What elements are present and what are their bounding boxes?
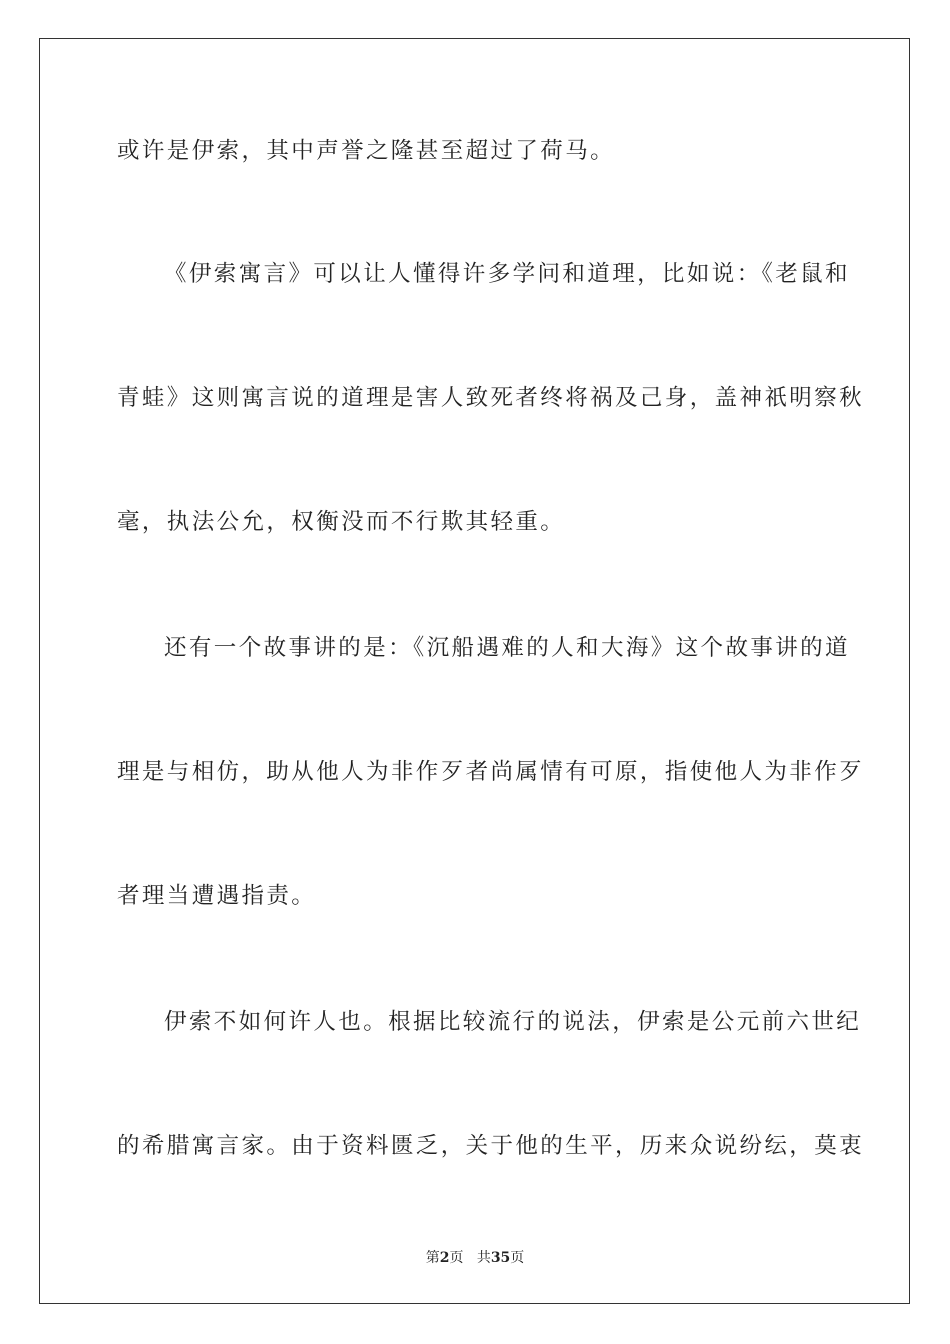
page-footer (0, 1247, 950, 1267)
paragraph-line-3: 青蛙》这则寓言说的道理是害人致死者终将祸及己身，盖神祇明察秋 (117, 385, 865, 411)
paragraph-line-9: 的希腊寓言家。由于资料匮乏，关于他的生平，历来众说纷纭，莫衷 (117, 1133, 865, 1159)
footer-total-suffix: 页 (510, 1250, 525, 1266)
footer-total-pages: 35 (490, 1250, 511, 1266)
paragraph-line-7: 者理当遭遇指责。 (117, 883, 317, 909)
paragraph-line-1: 或许是伊索，其中声誉之隆甚至超过了荷马。 (117, 138, 616, 164)
footer-total-prefix: 共 (476, 1250, 491, 1266)
paragraph-line-6: 理是与相仿，助从他人为非作歹者尚属情有可原，指使他人为非作歹 (117, 759, 865, 785)
paragraph-line-8: 伊索不如何许人也。根据比较流行的说法，伊索是公元前六世纪 (164, 1009, 862, 1035)
footer-page-number: 2 (439, 1250, 450, 1266)
footer-page-prefix: 第 (425, 1250, 440, 1266)
page-border (39, 38, 910, 1304)
paragraph-line-2: 《伊索寓言》可以让人懂得许多学问和道理，比如说：《老鼠和 (164, 261, 850, 287)
paragraph-line-4: 毫，执法公允，权衡没而不行欺其轻重。 (117, 509, 566, 535)
paragraph-line-5: 还有一个故事讲的是：《沉船遇难的人和大海》这个故事讲的道 (164, 635, 850, 661)
footer-page-suffix: 页 (449, 1250, 464, 1266)
